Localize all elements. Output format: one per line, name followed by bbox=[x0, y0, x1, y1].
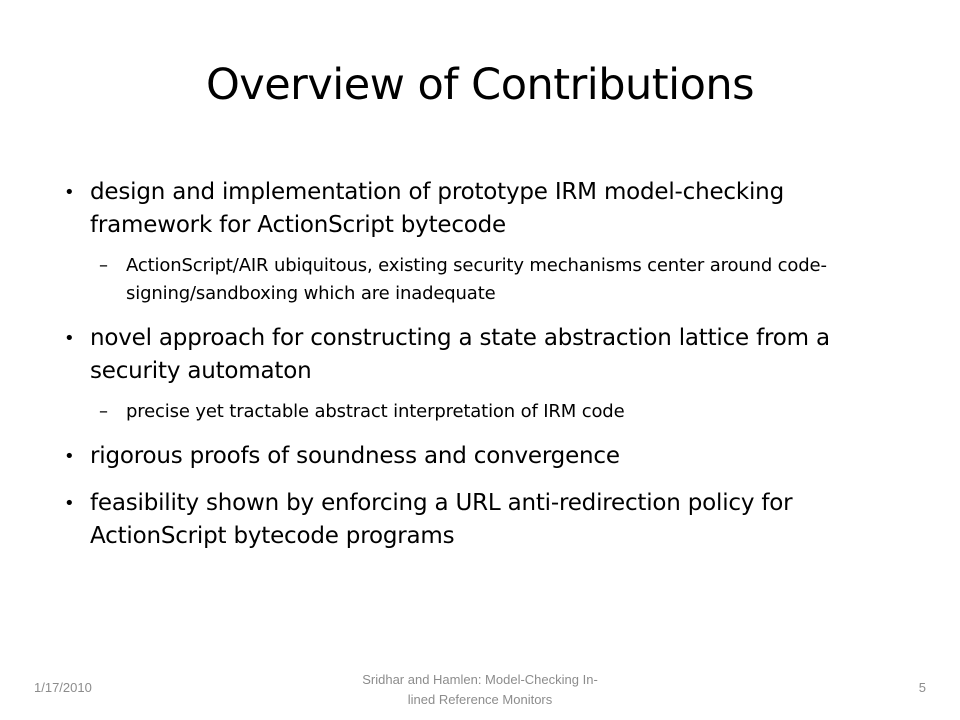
bullet-text: novel approach for constructing a state abstraction lattice from a security automaton bbox=[90, 325, 830, 384]
page-number: 5 bbox=[918, 680, 926, 695]
bullet-item bbox=[64, 440, 904, 473]
bullet-text: design and implementation of prototype IRM model-checking framework for ActionScript bytecode bbox=[90, 179, 784, 238]
bullet-item bbox=[64, 322, 904, 388]
bullet-marker: • bbox=[64, 182, 75, 203]
bullet-item bbox=[64, 487, 904, 553]
bullet-marker: • bbox=[64, 493, 75, 514]
sub-bullet-text: precise yet tractable abstract interpretation of IRM code bbox=[126, 401, 625, 422]
footer-caption-line: lined Reference Monitors bbox=[407, 692, 553, 707]
bullet-text: rigorous proofs of soundness and convergence bbox=[90, 443, 620, 469]
bullet-marker: • bbox=[64, 328, 75, 349]
sub-bullet-text: ActionScript/AIR ubiquitous, existing security mechanisms center around code-signing/sandboxing which are inadequate bbox=[126, 255, 827, 304]
sub-bullet-marker: – bbox=[99, 401, 108, 422]
sub-bullet-item bbox=[64, 398, 904, 426]
slide-body bbox=[64, 176, 904, 553]
bullet-marker: • bbox=[64, 446, 75, 467]
footer-caption bbox=[330, 670, 630, 710]
slide-title: Overview of Contributions bbox=[205, 60, 755, 110]
footer-caption-line: Sridhar and Hamlen: Model-Checking In- bbox=[362, 672, 598, 687]
sub-bullet-item bbox=[64, 252, 904, 308]
footer-date: 1/17/2010 bbox=[34, 680, 92, 695]
bullet-item bbox=[64, 176, 904, 242]
bullet-text: feasibility shown by enforcing a URL anti-redirection policy for ActionScript bytecode programs bbox=[90, 490, 793, 549]
sub-bullet-marker: – bbox=[99, 255, 108, 276]
